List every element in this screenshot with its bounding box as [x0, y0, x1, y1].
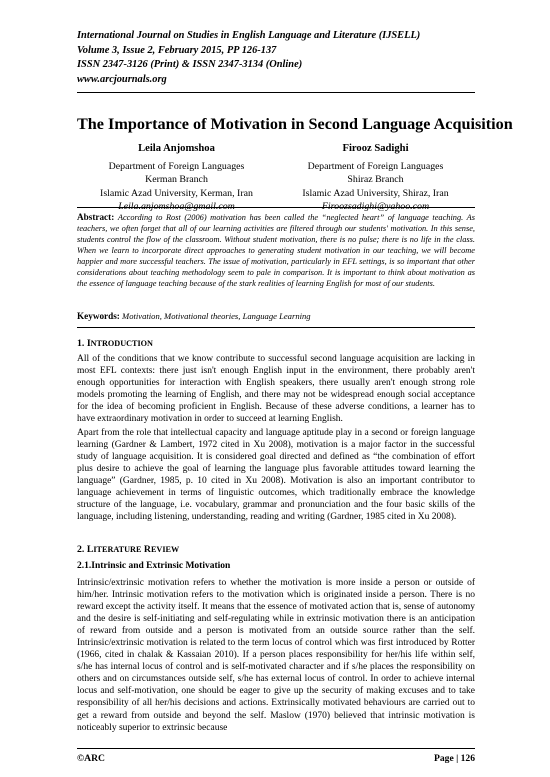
journal-header: [77, 29, 477, 87]
journal-issn: ISSN 2347-3126 (Print) & ISSN 2347-3134 (Online): [77, 59, 303, 71]
author-department: Department of Foreign Languages: [307, 160, 444, 172]
subsection-heading-2-1: 2.1.Intrinsic and Extrinsic Motivation: [77, 561, 231, 571]
intro-paragraph-1: All of the conditions that we know contribute to successful second language acquisition are lacking in most EFL contexts: there just isn't enough English input in the environment, there probably aren't enough opportunities for interaction with English speakers, there usually aren't enough strong role models promoting the learning of English, and there may not be widespread enough social acceptance for the idea of becoming proficient in English. Because of these adverse conditions, a learner has to have extraordinary motivation in order to succeed at learning English.: [77, 354, 475, 425]
keywords-label: Keywords:: [77, 311, 120, 321]
section-number: 1.: [77, 338, 85, 349]
author-email[interactable]: Firoozsadighi@yahoo.com: [321, 201, 430, 213]
author-email[interactable]: Leila.anjomshoa@gmail.com: [118, 201, 235, 213]
heading-initial: R: [143, 544, 151, 555]
abstract-rule: [77, 207, 475, 208]
journal-url[interactable]: www.arcjournals.org: [77, 73, 167, 85]
author-university: Islamic Azad University, Shiraz, Iran: [302, 187, 449, 199]
keywords-rule: [77, 327, 475, 328]
paper-title: The Importance of Motivation in Second Language Acquisition: [77, 115, 513, 133]
author-branch: Shiraz Branch: [347, 174, 404, 186]
abstract-text: According to Rost (2006) motivation has been called the “neglected heart” of language teaching. As teachers, we often forget that all of our learning activities are filtered through our students' motivation. In this sense, students control the flow of the classroom. Without student motivation, there is no pulse; there is no life in the class. When we learn to incorporate direct approaches to generating student motivation in our teaching, we will become happier and more successful teachers. The issue of motivation, particularly in EFL settings, is so important that other considerations about teaching methodology seem to pale in comparison. It is important to think about motivation as the essence of language teaching because of the stark realities of learning English for most of our students.: [77, 213, 475, 288]
keywords: [77, 311, 475, 321]
author-2: [276, 142, 475, 214]
section-heading-introduction: [77, 338, 153, 349]
author-name: Leila Anjomshoa: [138, 143, 215, 154]
abstract: [77, 212, 475, 290]
intro-paragraph-2: Apart from the role that intellectual capacity and language aptitude play in a second or foreign language learning (Gardner & Lambert, 1972 cited in Xu 2008), motivation is a major factor in the successful study of language acquisition. It is considered goal directed and defined as “the combination of effort plus desire to achieve the goal of learning the language plus favorable attitudes toward learning the language” (Gardner, 1985, p. 10 cited in Xu 2008). Motivation is also an important contributor to language achievement in terms of linguistic outcomes, which traditionally embrace the knowledge structure of the language, i.e. vocabulary, grammar and pronunciation and the four basic skills of the language, including listening, understanding, reading and writing (Gardner, 1985 cited in Xu 2008).: [77, 428, 475, 523]
journal-volume: Volume 3, Issue 2, February 2015, PP 126-137: [77, 44, 277, 56]
author-block: [77, 142, 475, 212]
heading-rest: EVIEW: [150, 545, 180, 554]
heading-initial: L: [86, 544, 94, 555]
heading-rest: ITERATURE: [93, 545, 142, 554]
author-university: Islamic Azad University, Kerman, Iran: [100, 187, 253, 199]
page-number: Page | 126: [433, 753, 475, 764]
author-name: Firooz Sadighi: [342, 143, 409, 154]
section-heading-literature-review: [77, 544, 179, 555]
author-1: [77, 142, 276, 214]
header-rule: [77, 92, 475, 93]
heading-rest: NTRODUCTION: [90, 339, 153, 348]
author-branch: Kerman Branch: [145, 174, 208, 186]
footer-rule: [77, 748, 475, 749]
keywords-text: Motivation, Motivational theories, Language Learning: [122, 311, 311, 321]
journal-name: International Journal on Studies in English Language and Literature (IJSELL): [77, 30, 421, 41]
abstract-label: Abstract:: [77, 212, 115, 222]
subsection-2-1-paragraph: Intrinsic/extrinsic motivation refers to whether the motivation is more inside a person or outside of him/her. Intrinsic motivation refers to the motivation which is originated inside a person. There is no reward except the activity itself. It means that the essence of motivated action that is, sense of autonomy and the desire is self-initiating and self-regulating while in extrinsic motivation there is an anticipation of reward from outside and a person is motivated from an outside source rather than the self. Intrinsic/extrinsic motivation is related to the term locus of control which was first introduced by Rotter (1966, cited in chalak & Kassaian 2010). If a person places responsibility for her/his life within self, s/he has internal locus of control and is self-motivated character and if s/he places the responsibility on others and on circumstances outside self, s/he has external locus of control. In order to achieve internal locus and self-motivation, one should be eager to give up the security of making excuses and to take responsibility of all her/his decisions and actions. Extrinsically motivated behaviours are carried out to get a reward from outside and beyond the self. Maslow (1970) believed that intrinsic motivation is noticeably superior to extrinsic because: [77, 578, 475, 733]
footer-publisher: ©ARC: [77, 753, 105, 764]
section-number: 2.: [77, 544, 85, 555]
heading-initial: I: [86, 338, 91, 349]
author-department: Department of Foreign Languages: [108, 160, 245, 172]
